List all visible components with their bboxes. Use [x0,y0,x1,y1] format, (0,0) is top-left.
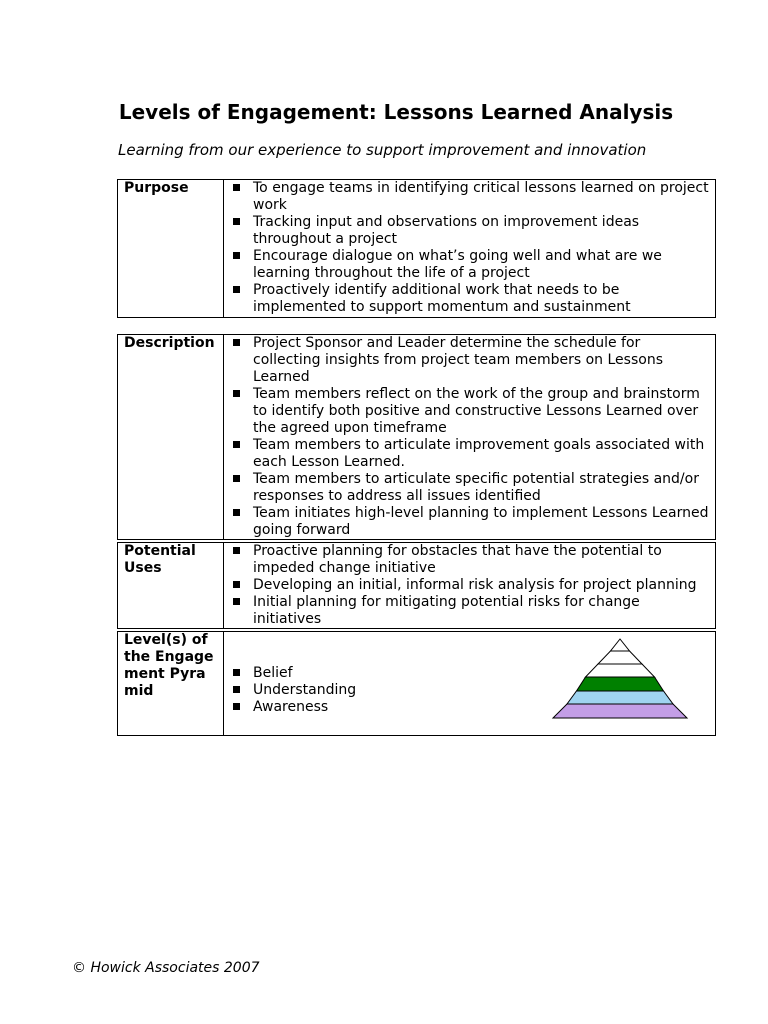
list-item: Proactive planning for obstacles that have the potential to impeded change initiative [232,543,709,577]
pyramid-level-3 [586,664,655,677]
list-item: Project Sponsor and Leader determine the schedule for collecting insights from project team members on Lessons Learned [232,335,709,386]
description-content [224,335,716,540]
list-item: Developing an initial, informal risk analysis for project planning [232,577,709,594]
pyramid-level-1 [611,639,630,651]
purpose-section [117,179,716,318]
description-list [232,335,709,539]
purpose-content [224,180,716,318]
potential-uses-label: Potential Uses [118,543,224,629]
list-item: To engage teams in identifying critical lessons learned on project work [232,180,709,214]
list-item: Team members reflect on the work of the group and brainstorm to identify both positive and constructive Lessons Learned over the agreed upon timeframe [232,386,709,437]
engagement-levels-label: Level(s) of the Engagement Pyramid [118,632,224,736]
description-label: Description [118,335,224,540]
pyramid-level-5 [567,691,673,704]
list-item: Team members to articulate improvement goals associated with each Lesson Learned. [232,437,709,471]
list-item: Team initiates high-level planning to implement Lessons Learned going forward [232,505,709,539]
potential-uses-content [224,543,716,629]
potential-uses-section [117,542,716,629]
list-item: Understanding [232,682,709,699]
pyramid-level-2 [598,651,642,664]
pyramid-level-6 [553,704,687,718]
list-item: Tracking input and observations on improvement ideas throughout a project [232,214,709,248]
copyright-footer: © Howick Associates 2007 [72,960,260,976]
page-subtitle: Learning from our experience to support improvement and innovation [118,141,647,159]
description-section [117,334,716,540]
list-item: Team members to articulate specific potential strategies and/or responses to address all issues identified [232,471,709,505]
engagement-pyramid-diagram [551,638,689,734]
list-item: Proactively identify additional work that needs to be implemented to support momentum and sustainment [232,282,709,316]
purpose-label: Purpose [118,180,224,318]
list-item: Encourage dialogue on what’s going well and what are we learning throughout the life of a project [232,248,709,282]
page-title: Levels of Engagement: Lessons Learned Analysis [118,100,674,124]
list-item: Initial planning for mitigating potential risks for change initiatives [232,594,709,628]
list-item: Belief [232,665,709,682]
purpose-list [232,180,709,316]
list-item: Awareness [232,699,709,716]
potential-uses-list [232,543,709,628]
pyramid-level-4 [577,677,664,691]
